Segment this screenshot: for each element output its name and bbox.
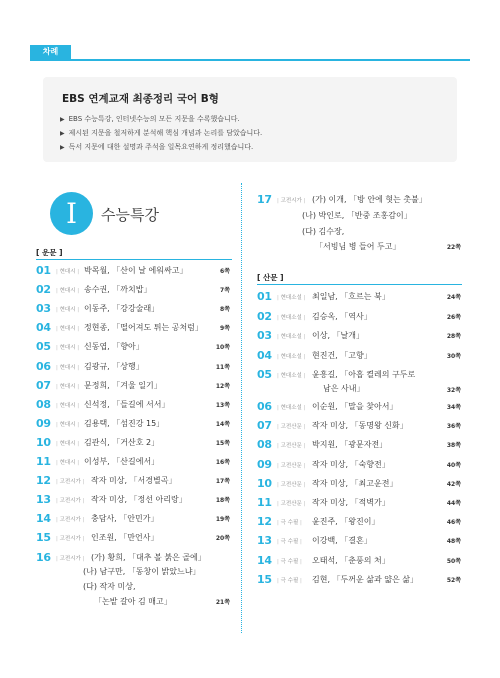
entry-number: 05 [257, 368, 272, 381]
toc-entry[interactable] [257, 419, 467, 433]
page-number: 22쪽 [446, 244, 461, 251]
entry-number: 06 [257, 400, 272, 413]
genre-tag: | 현대시 | [56, 286, 79, 294]
page-number: 44쪽 [446, 500, 461, 507]
toc-entry[interactable] [257, 400, 467, 414]
page-number: 50쪽 [446, 557, 461, 565]
entry-number: 01 [257, 290, 272, 303]
book-title: EBS 연계교재 최종정리 국어 B형 [62, 93, 219, 105]
genre-tag: | 현대소설 | [277, 293, 305, 301]
genre-tag: | 고전시가 | [56, 554, 84, 562]
toc-entry[interactable] [257, 310, 467, 324]
entry-number: 03 [36, 302, 51, 316]
toc-entry[interactable] [257, 329, 467, 343]
entry-title: 정현종, 「떨어져도 튀는 공처럼」 [84, 323, 203, 333]
genre-tag: | 극 수필 | [277, 537, 302, 545]
genre-tag: | 극 수필 | [277, 518, 302, 526]
toc-entry[interactable] [36, 360, 236, 374]
toc-entry[interactable] [257, 534, 467, 548]
genre-tag: | 고전산문 | [277, 499, 305, 507]
category-rule [36, 259, 232, 260]
genre-tag: | 극 수필 | [277, 557, 302, 565]
toc-entry[interactable] [36, 531, 236, 545]
entry-title: 김승옥, 「역사」 [312, 311, 372, 321]
entry-number: 04 [36, 321, 51, 335]
entry-number: 12 [36, 474, 51, 488]
page-number: 9쪽 [220, 325, 230, 333]
entry-number: 02 [257, 309, 272, 323]
part-title: 수능특강 [101, 206, 159, 224]
page-number: 36쪽 [446, 423, 461, 431]
genre-tag: | 현대시 | [56, 363, 79, 371]
entry-title: 박지원, 「광문자전」 [312, 440, 388, 450]
category-prose: [ 산문 ] [257, 273, 284, 282]
triangle-bullet-icon: ▶ [60, 144, 65, 151]
entry-number: 17 [257, 193, 272, 206]
page-number: 13쪽 [215, 401, 230, 409]
contents-tab: 차례 [30, 45, 71, 59]
toc-entry-continuation: (나) 박인로, 「반중 조홍감이」 [302, 211, 412, 220]
entry-title: 신동엽, 「향아」 [84, 342, 144, 352]
category-verse: [ 운문 ] [36, 248, 63, 257]
toc-entry-continuation: (다) 작자 미상, [83, 582, 136, 591]
page-number: 30쪽 [446, 352, 461, 360]
entry-title: 인조원, 「만언사」 [91, 533, 159, 543]
genre-tag: | 극 수필 | [277, 576, 302, 584]
toc-entry[interactable] [36, 493, 236, 507]
page-number: 40쪽 [446, 461, 461, 469]
genre-tag: | 고전시가 | [56, 515, 84, 523]
intro-bullet: ▶ 제시된 지문을 철저하게 분석해 핵심 개념과 논리를 담았습니다. [60, 129, 263, 137]
entry-number: 15 [36, 531, 51, 545]
page-number: 32쪽 [446, 387, 461, 394]
page-number: 12쪽 [215, 382, 230, 390]
entry-title: 작자 미상, 「동명왕 신화」 [312, 421, 408, 431]
genre-tag: | 현대시 | [56, 458, 79, 466]
genre-tag: | 현대소설 | [277, 352, 305, 360]
genre-tag: | 현대소설 | [277, 313, 305, 321]
entry-number: 08 [36, 397, 51, 411]
page-number: 7쪽 [220, 287, 230, 295]
genre-tag: | 현대시 | [56, 401, 79, 409]
genre-tag: | 현대시 | [56, 382, 79, 390]
entry-title: 작자 미상, 「숙향전」 [312, 459, 390, 469]
entry-title: 신석정, 「들길에 서서」 [84, 399, 170, 409]
genre-tag: | 현대소설 | [277, 332, 305, 340]
genre-tag: | 고전시가 | [56, 477, 84, 485]
genre-tag: | 고전시가 | [56, 496, 84, 504]
toc-entry[interactable] [36, 340, 236, 354]
column-divider [241, 183, 242, 633]
genre-tag: | 고전시가 | [56, 534, 84, 542]
header-rule [30, 59, 470, 61]
toc-entry[interactable] [36, 436, 236, 450]
genre-tag: | 현대소설 | [277, 371, 305, 379]
entry-title: 윤흥길, 「아홉 켤레의 구두로 [312, 370, 416, 379]
toc-entry[interactable] [36, 512, 236, 526]
toc-entry[interactable] [36, 283, 236, 297]
entry-title: 작자 미상, 「적벽가」 [312, 498, 390, 507]
entry-title: 오태석, 「춘풍의 처」 [312, 555, 390, 565]
intro-bullet-list [60, 113, 262, 155]
page-number: 19쪽 [215, 516, 230, 524]
entry-number: 11 [257, 496, 272, 509]
page-number: 18쪽 [215, 497, 230, 505]
entry-title: 문정희, 「겨울 일기」 [84, 380, 162, 390]
toc-entry[interactable] [257, 458, 467, 472]
entry-number: 04 [257, 348, 272, 362]
page-number: 26쪽 [446, 313, 461, 321]
entry-number: 07 [257, 419, 272, 433]
entry-title: 작자 미상, 「정선 아리랑」 [91, 495, 187, 505]
entry-number: 11 [36, 455, 51, 468]
toc-entry-continuation: (다) 김수장, [302, 227, 345, 236]
toc-entry-continuation: 「논밭 갈아 김 매고」 [94, 597, 172, 606]
entry-title: 작자 미상, 「서경별곡」 [91, 476, 177, 486]
page-number: 38쪽 [446, 442, 461, 450]
intro-bullet: ▶ 독서 지문에 대한 설명과 주석을 일목요연하게 정리했습니다. [60, 143, 254, 151]
genre-tag: | 현대시 | [56, 324, 79, 332]
toc-entry[interactable] [257, 554, 467, 568]
genre-tag: | 현대시 | [56, 420, 79, 428]
page-number: 6쪽 [220, 268, 230, 275]
entry-title: 최일남, 「흐르는 북」 [312, 292, 390, 301]
page-number: 10쪽 [215, 344, 230, 352]
page-number: 16쪽 [215, 459, 230, 466]
entry-title: 김관식, 「거산호 2」 [84, 437, 160, 447]
toc-entry[interactable] [36, 264, 236, 278]
page-number: 46쪽 [446, 519, 461, 527]
part-number-badge: Ⅰ [50, 192, 93, 235]
entry-title: 이동주, 「강강술래」 [84, 304, 160, 314]
entry-number: 06 [36, 359, 51, 373]
genre-tag: | 현대시 | [56, 305, 79, 313]
toc-entry[interactable] [257, 290, 467, 304]
genre-tag: | 고전산문 | [277, 441, 305, 449]
toc-entry[interactable] [36, 398, 236, 412]
genre-tag: | 현대시 | [56, 343, 79, 351]
entry-number: 14 [36, 512, 51, 526]
toc-entry[interactable] [36, 321, 236, 335]
entry-number: 09 [36, 416, 51, 430]
entry-title: 이강백, 「결혼」 [312, 536, 372, 546]
page-number: 15쪽 [215, 439, 230, 447]
entry-number: 02 [36, 283, 51, 297]
genre-tag: | 고전시가 | [277, 196, 305, 204]
entry-number: 13 [36, 493, 51, 507]
genre-tag: | 현대소설 | [277, 403, 305, 411]
toc-entry[interactable] [257, 193, 457, 207]
genre-tag: | 고전산문 | [277, 422, 305, 430]
entry-number: 03 [257, 329, 272, 342]
entry-number: 08 [257, 438, 272, 452]
page-number: 42쪽 [446, 480, 461, 488]
page-number: 48쪽 [446, 538, 461, 546]
category-rule [257, 284, 462, 285]
entry-title: 김광규, 「상행」 [84, 361, 144, 371]
entry-title: 이성부, 「산길에서」 [84, 457, 160, 466]
intro-bullet: ▶ EBS 수능특강, 인터넷수능의 모든 지문을 수록했습니다. [60, 115, 240, 123]
entry-number: 16 [36, 550, 51, 564]
toc-entry[interactable] [257, 515, 467, 529]
toc-entry[interactable] [257, 368, 467, 382]
entry-title: 김용택, 「섬진강 15」 [84, 418, 165, 428]
entry-title: 충담사, 「안민가」 [91, 514, 159, 524]
toc-entry[interactable] [36, 551, 236, 565]
toc-entry[interactable] [36, 455, 236, 469]
entry-number: 14 [257, 553, 272, 567]
entry-number: 07 [36, 378, 51, 392]
toc-entry[interactable] [257, 438, 467, 452]
toc-entry-continuation: (나) 남구만, 「동창이 밝았느냐」 [83, 567, 201, 576]
entry-title: 이순원, 「말을 찾아서」 [312, 402, 398, 411]
toc-entry[interactable] [257, 573, 467, 587]
toc-entry-continuation: 「서빙님 병 들어 두고」 [315, 242, 401, 251]
genre-tag: | 현대시 | [56, 439, 79, 447]
entry-number: 10 [257, 476, 272, 490]
page-number: 52쪽 [446, 576, 461, 584]
entry-title: (가) 황희, 「대추 볼 붉은 골에」 [91, 552, 206, 562]
genre-tag: | 고전산문 | [277, 480, 305, 488]
genre-tag: | 고전산문 | [277, 461, 305, 469]
entry-title: 송수권, 「까치밥」 [84, 285, 152, 295]
page-number: 11쪽 [215, 363, 230, 371]
entry-title: 박목월, 「산이 날 에워싸고」 [84, 266, 188, 275]
entry-title: 작자 미상, 「최고운전」 [312, 478, 398, 488]
page-number: 8쪽 [220, 306, 230, 314]
triangle-bullet-icon: ▶ [60, 130, 65, 137]
entry-title: 김현, 「두꺼운 삶과 얇은 삶」 [312, 574, 418, 584]
entry-number: 01 [36, 264, 51, 277]
entry-number: 10 [36, 435, 51, 449]
toc-entry[interactable] [36, 474, 236, 488]
page-number: 28쪽 [446, 333, 461, 340]
entry-number: 05 [36, 340, 51, 354]
entry-number: 13 [257, 534, 272, 548]
toc-entry[interactable] [257, 477, 467, 491]
page-number: 21쪽 [215, 599, 230, 606]
toc-entry[interactable] [257, 349, 467, 363]
page-number: 17쪽 [215, 478, 230, 486]
triangle-bullet-icon: ▶ [60, 116, 65, 123]
page-number: 34쪽 [446, 404, 461, 411]
genre-tag: | 현대시 | [56, 267, 79, 275]
entry-title: 이상, 「날개」 [312, 331, 364, 340]
entry-title: 현진건, 「고향」 [312, 350, 372, 360]
toc-entry[interactable] [36, 417, 236, 431]
entry-title: (가) 이개, 「방 안에 혓는 촛불」 [312, 195, 427, 204]
page-number: 24쪽 [446, 294, 461, 301]
entry-number: 12 [257, 515, 272, 529]
toc-entry[interactable] [36, 302, 236, 316]
intro-box [43, 77, 457, 162]
toc-entry[interactable] [257, 496, 467, 510]
page-number: 14쪽 [215, 420, 230, 428]
entry-title: 윤진주, 「왕진이」 [312, 517, 380, 527]
entry-number: 09 [257, 457, 272, 471]
page-number: 20쪽 [215, 535, 230, 543]
entry-number: 15 [257, 572, 272, 586]
toc-entry-continuation: 남은 사내」 [323, 384, 365, 393]
toc-entry[interactable] [36, 379, 236, 393]
